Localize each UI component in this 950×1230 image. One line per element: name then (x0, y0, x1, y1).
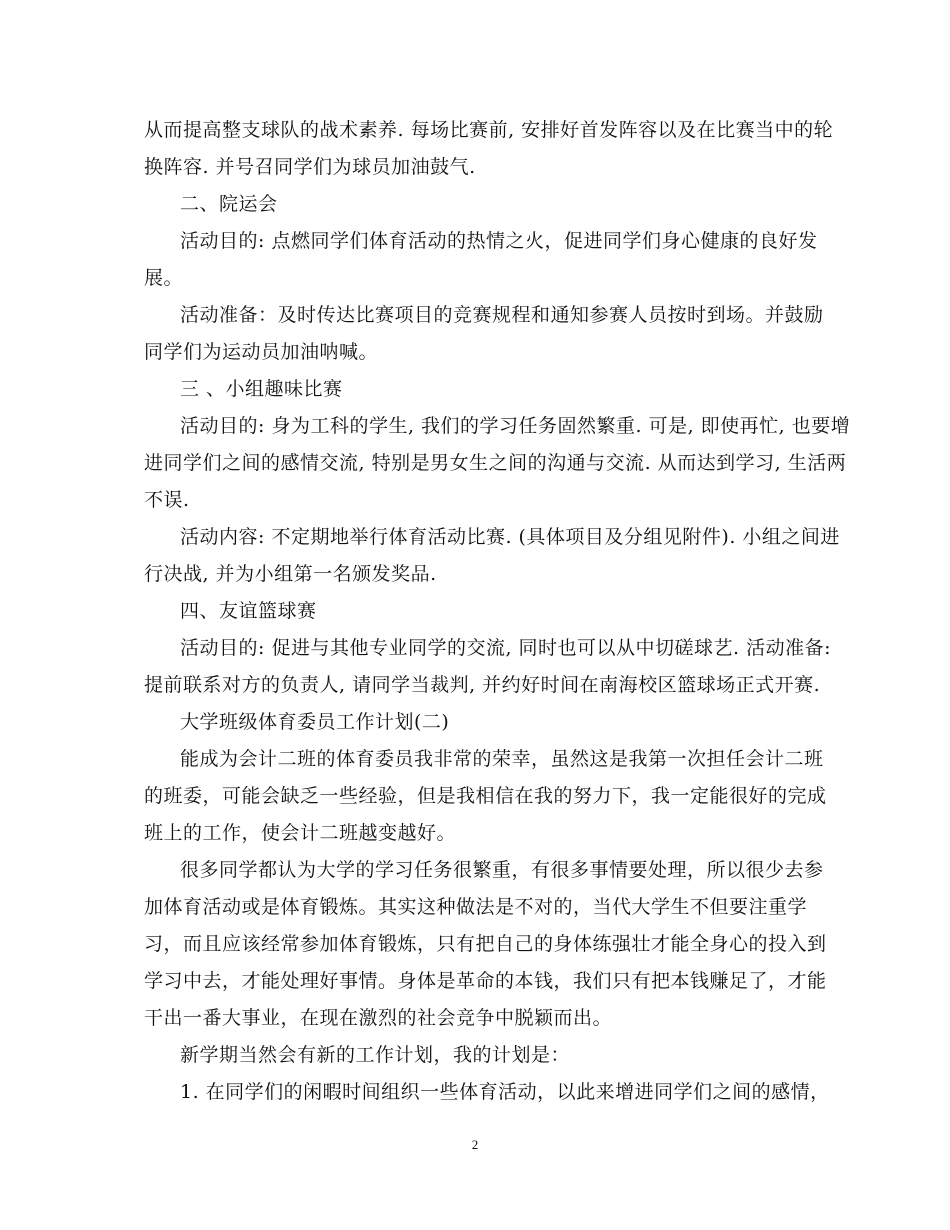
paragraph-line: 很多同学都认为大学的学习任务很繁重，有很多事情要处理，所以很少去参 (180, 859, 824, 881)
paragraph-line: 从而提高整支球队的战术素养. 每场比赛前, 安排好首发阵容以及在比赛当中的轮 (144, 119, 834, 141)
paragraph-line: 的班委，可能会缺乏一些经验，但是我相信在我的努力下，我一定能很好的完成 (144, 785, 827, 807)
paragraph-line: 活动准备：及时传达比赛项目的竞赛规程和通知参赛人员按时到场。并鼓励 (180, 304, 824, 326)
paragraph-line: 展。 (144, 267, 184, 289)
paragraph-line: 同学们为运动员加油呐喊。 (144, 341, 379, 363)
paragraph-line: 进同学们之间的感情交流, 特别是男女生之间的沟通与交流. 从而达到学习, 生活两 (144, 452, 847, 474)
paragraph-line: 干出一番大事业，在现在激烈的社会竞争中脱颖而出。 (144, 1007, 613, 1029)
paragraph-line: 班上的工作，使会计二班越变越好。 (144, 822, 457, 844)
section-heading: 二、院运会 (180, 193, 278, 215)
paragraph-line: 不误. (144, 489, 190, 511)
section-heading: 三 、小组趣味比赛 (180, 378, 343, 400)
paragraph-line: 行决战, 并为小组第一名颁发奖品. (144, 563, 437, 585)
paragraph-line: 习，而且应该经常参加体育锻炼，只有把自己的身体练强壮才能全身心的投入到 (144, 933, 827, 955)
page-number: 2 (471, 1137, 479, 1152)
list-item: 1. 在同学们的闲暇时间组织一些体育活动，以此来增进同学们之间的感情， (180, 1081, 830, 1103)
paragraph-line: 活动内容: 不定期地举行体育活动比赛. (具体项目及分组见附件). 小组之间进 (180, 526, 840, 548)
document-subtitle: 大学班级体育委员工作计划(二) (180, 711, 450, 733)
paragraph-line: 活动目的: 点燃同学们体育活动的热情之火，促进同学们身心健康的良好发 (180, 230, 818, 252)
paragraph-line: 活动目的: 身为工科的学生, 我们的学习任务固然繁重. 可是, 即使再忙, 也要增 (180, 415, 851, 437)
paragraph-line: 提前联系对方的负责人, 请同学当裁判, 并约好时间在南海校区篮球场正式开赛. (144, 674, 821, 696)
paragraph-line: 加体育活动或是体育锻炼。其实这种做法是不对的，当代大学生不但要注重学 (144, 896, 808, 918)
paragraph-line: 能成为会计二班的体育委员我非常的荣幸，虽然这是我第一次担任会计二班 (180, 748, 824, 770)
paragraph-line: 新学期当然会有新的工作计划，我的计划是： (180, 1044, 571, 1066)
section-heading: 四、友谊篮球赛 (180, 600, 317, 622)
paragraph-line: 学习中去，才能处理好事情。身体是革命的本钱，我们只有把本钱赚足了，才能 (144, 970, 827, 992)
paragraph-line: 换阵容. 并号召同学们为球员加油鼓气. (144, 156, 476, 178)
paragraph-line: 活动目的: 促进与其他专业同学的交流, 同时也可以从中切磋球艺. 活动准备: (180, 637, 832, 659)
